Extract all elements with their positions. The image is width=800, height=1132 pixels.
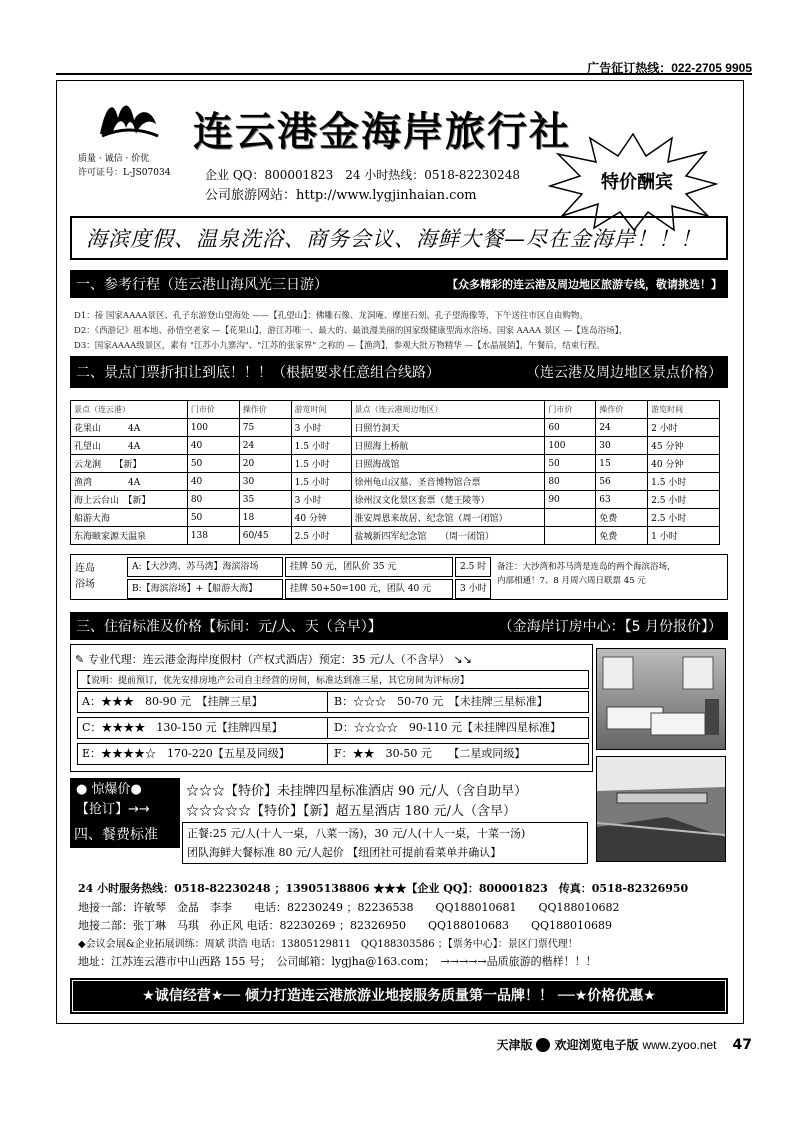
arrow-icon: ↘↘ bbox=[449, 653, 472, 666]
section-title: 三、住宿标准及价格【标间：元/人、天（含早）】 bbox=[76, 619, 382, 635]
department-1: 地接一部：许敏琴 金晶 李李 电话：82230249 ；82236538 QQ188010681 QQ188010682 bbox=[78, 901, 620, 914]
table-cell: 孔望山 4A bbox=[71, 437, 188, 455]
headline-banner bbox=[70, 216, 728, 260]
license-number: 许可证号：L-JS07034 bbox=[78, 168, 171, 178]
table-cell: 徐州汉文化景区套票（楚王陵等） bbox=[351, 491, 545, 509]
table-cell: 50 bbox=[187, 455, 239, 473]
lodging-note: 【说明：提前预订，优先安排房地产公司自主经营的房间，标准达到准三星，其它房间为评标房】 bbox=[77, 670, 589, 689]
table-cell: 东海颐家源天温泉 bbox=[71, 527, 188, 545]
beach-option-b-price: 挂牌 50+50=100 元，团队 40 元 bbox=[285, 579, 453, 599]
table-cell: 免费 bbox=[596, 509, 648, 527]
hotel-option: D：☆☆☆☆ 90-110 元【未挂牌四星标准】 bbox=[334, 721, 562, 734]
table-cell: 60 bbox=[545, 419, 596, 437]
hotel-option: E：★★★★☆ 170-220【五星及同级】 bbox=[78, 744, 328, 764]
agent-info: 专业代理：连云港金海岸度假村（产权式酒店）预定：35 元/人（不含早） bbox=[87, 653, 450, 666]
col-header: 景点（连云港） bbox=[71, 401, 188, 419]
table-cell: 100 bbox=[187, 419, 239, 437]
table-cell: 24 bbox=[596, 419, 648, 437]
beach-option-b: B:【海滨浴场】+【船游大海】 bbox=[127, 579, 283, 599]
bottom-banner-text: ★诚信经营★── 倾力打造连云港旅游业地接服务质量第一品牌！！ ──★价格优惠★ bbox=[73, 981, 725, 1011]
table-cell: 138 bbox=[187, 527, 239, 545]
section-subtitle: （金海岸订房中心：【5 月份报价】） bbox=[498, 619, 722, 635]
col-header: 操作价 bbox=[239, 401, 291, 419]
hotel-option: B：☆☆☆ 50-70 元 【未挂牌三星标准】 bbox=[334, 695, 548, 708]
deal-line: ☆☆☆☆☆【特价】【新】超五星酒店 180 元/人（含早） bbox=[186, 804, 516, 819]
table-cell: 90 bbox=[545, 491, 596, 509]
top-rule bbox=[56, 73, 752, 75]
table-cell: 80 bbox=[545, 473, 596, 491]
table-cell: 75 bbox=[239, 419, 291, 437]
edition-label: 天津版 bbox=[496, 1038, 533, 1052]
hotel-room-photo bbox=[596, 648, 726, 750]
table-cell: 35 bbox=[239, 491, 291, 509]
col-header: 操作价 bbox=[596, 401, 648, 419]
table-row bbox=[71, 473, 720, 491]
table-cell: 日照竹洞天 bbox=[351, 419, 545, 437]
table-cell bbox=[545, 509, 596, 527]
table-header-row bbox=[71, 401, 720, 419]
table-cell: 1.5 小时 bbox=[291, 455, 351, 473]
table-row bbox=[71, 419, 720, 437]
table-cell bbox=[545, 527, 596, 545]
section-title: 二、景点门票折扣让到底！！！（根据要求任意组合线路） bbox=[76, 365, 440, 381]
deal-label: 【抢订】→→ bbox=[76, 802, 150, 817]
company-slogan: 质量 · 诚信 · 价优 bbox=[78, 154, 150, 164]
col-header: 游览时间 bbox=[291, 401, 351, 419]
bed-icon bbox=[597, 649, 725, 749]
table-cell: 50 bbox=[545, 455, 596, 473]
table-cell: 63 bbox=[596, 491, 648, 509]
col-header: 门市价 bbox=[187, 401, 239, 419]
hotel-option: A：★★★ 80-90 元 【挂牌三星】 bbox=[78, 692, 328, 712]
hot-deal-label bbox=[70, 778, 180, 822]
table-cell: 80 bbox=[187, 491, 239, 509]
table-cell: 日照海战馆 bbox=[351, 455, 545, 473]
lianda-beach-box bbox=[70, 554, 728, 600]
table-cell: 渔湾 4A bbox=[71, 473, 188, 491]
table-cell: 18 bbox=[239, 509, 291, 527]
table-cell: 2 小时 bbox=[648, 419, 720, 437]
hotel-row bbox=[77, 691, 589, 713]
table-cell: 45 分钟 bbox=[648, 437, 720, 455]
page-number: 47 bbox=[732, 1036, 752, 1053]
table-cell: 2.5 小时 bbox=[648, 491, 720, 509]
table-cell: 3 小时 bbox=[291, 491, 351, 509]
hotel-option: F：★★ 30-50 元 【二星或同级】 bbox=[334, 747, 526, 760]
company-logo-icon bbox=[96, 94, 162, 140]
ad-hotline: 广告征订热线：022-2705 9905 bbox=[587, 61, 752, 75]
table-cell: 40 分钟 bbox=[648, 455, 720, 473]
table-cell: 1 小时 bbox=[648, 527, 720, 545]
table-cell: 徐州龟山汉墓、圣音博物馆合票 bbox=[351, 473, 545, 491]
section-dining-header: 四、餐费标准 bbox=[70, 822, 180, 848]
table-cell: 1.5 小时 bbox=[291, 437, 351, 455]
beach-option-a: A:【大沙湾、苏马湾】海滨浴场 bbox=[127, 557, 283, 577]
col-header: 游览时间 bbox=[648, 401, 720, 419]
table-cell: 40 bbox=[187, 437, 239, 455]
department-2: 地接二部：张丁琳 马琪 孙正风 电话：82230269 ；82326950 QQ188010683 QQ188010689 bbox=[78, 919, 613, 932]
table-cell: 60/45 bbox=[239, 527, 291, 545]
table-cell: 云龙涧 【新】 bbox=[71, 455, 188, 473]
beach-option-a-price: 挂牌 50 元，团队价 35 元 bbox=[285, 557, 453, 577]
section-itinerary-header bbox=[70, 270, 728, 298]
deal-line: ☆☆☆【特价】未挂牌四星标准酒店 90 元/人（含自助早） bbox=[186, 784, 528, 799]
itinerary-day-3: D3：国家AAAA级景区，素有 "江苏小九寨沟"、"江苏的张家界" 之称的 —【渔湾】，参观大批万物精华 —【水晶展销】，午餐后，结束行程。 bbox=[74, 341, 605, 351]
table-cell: 花果山 4A bbox=[71, 419, 188, 437]
table-cell: 40 分钟 bbox=[291, 509, 351, 527]
special-badge: 特价酬宾 bbox=[601, 172, 673, 193]
table-cell: 海上云台山 【新】 bbox=[71, 491, 188, 509]
company-website-link[interactable]: 公司旅游网站：http://www.lygjinhaian.com bbox=[205, 188, 477, 203]
beach-option-a-time: 2.5 时 bbox=[455, 557, 491, 577]
bottom-banner bbox=[70, 978, 728, 1014]
beach-note: 内部相通！7、8 月周六周日联票 45 元 bbox=[497, 576, 646, 586]
table-cell: 50 bbox=[187, 509, 239, 527]
table-row bbox=[71, 527, 720, 545]
table-cell: 2.5 小时 bbox=[291, 527, 351, 545]
beach-label: 连岛 bbox=[75, 563, 95, 574]
table-cell: 56 bbox=[596, 473, 648, 491]
section-subtitle: （连云港及周边地区景点价格） bbox=[526, 365, 722, 381]
beach-option-b-time: 3 小时 bbox=[455, 579, 491, 599]
dining-line: 团队海鲜大餐标准 80 元/人起价 【纽团社可提前看菜单并确认】 bbox=[187, 846, 502, 859]
table-row bbox=[71, 437, 720, 455]
table-cell: 1.5 小时 bbox=[648, 473, 720, 491]
ticket-price-table bbox=[70, 400, 720, 545]
col-header: 景点（连云港周边地区） bbox=[351, 401, 545, 419]
table-cell: 3 小时 bbox=[291, 419, 351, 437]
dining-line: 正餐:25 元/人(十人一桌，八菜一汤)，30 元/人(十人一桌，十菜一汤) bbox=[187, 827, 526, 840]
welcome-text: 欢迎浏览电子版 bbox=[554, 1038, 639, 1052]
table-cell: 30 bbox=[596, 437, 648, 455]
pier-icon bbox=[597, 757, 725, 861]
itinerary-day-1: D1：接 国家AAAA景区、孔子东游登山望海处 ——【孔望山】：佛雕石像、龙洞庵、摩崖石刻、孔子望海像等，下午送往市区自由购物。 bbox=[74, 311, 588, 321]
hotel-row bbox=[77, 743, 589, 765]
newspaper-icon bbox=[536, 1038, 550, 1052]
dining-box bbox=[182, 822, 588, 864]
hotel-row bbox=[77, 717, 589, 739]
table-cell: 淮安周恩来故居、纪念馆（周一闭馆） bbox=[351, 509, 545, 527]
table-cell: 日照海上桥航 bbox=[351, 437, 545, 455]
beach-note: 备注：大沙湾和苏马湾是连岛的两个海滨浴场， bbox=[497, 562, 676, 572]
deal-label: ● 惊爆价● bbox=[76, 782, 142, 797]
hotel-option: C：★★★★ 130-150 元【挂牌四星】 bbox=[78, 718, 328, 738]
table-cell: 100 bbox=[545, 437, 596, 455]
col-header: 门市价 bbox=[545, 401, 596, 419]
table-cell: 1.5 小时 bbox=[291, 473, 351, 491]
table-cell: 15 bbox=[596, 455, 648, 473]
itinerary-day-2: D2：《西游记》祖本地、孙悟空老家 —【花果山】，游江苏唯一、最大的、最浪漫美丽的国家级健康型海水浴场、国家 AAAA 景区 —【连岛浴场】， bbox=[74, 326, 628, 336]
table-row bbox=[71, 491, 720, 509]
table-cell: 20 bbox=[239, 455, 291, 473]
table-cell: 40 bbox=[187, 473, 239, 491]
table-row bbox=[71, 455, 720, 473]
section-tickets-header bbox=[70, 356, 728, 388]
lodging-box bbox=[70, 644, 593, 772]
table-cell: 船游大海 bbox=[71, 509, 188, 527]
page-footer bbox=[496, 1036, 752, 1053]
table-row bbox=[71, 509, 720, 527]
pencil-icon: ✎ bbox=[75, 653, 88, 666]
table-cell: 免费 bbox=[596, 527, 648, 545]
section-title: 一、参考行程（连云港山海风光三日游） bbox=[76, 277, 328, 293]
table-cell: 24 bbox=[239, 437, 291, 455]
seaside-resort-photo bbox=[596, 756, 726, 862]
headline-text: 海滨度假、温泉洗浴、商务会议、海鲜大餐—尽在金海岸！！！ bbox=[86, 227, 702, 251]
address-line: 地址：江苏连云港市中山西路 155 号； 公司邮箱：lygjha@163.com； →→→→→品质旅游的楷样！！！ bbox=[78, 955, 597, 968]
table-cell: 2.5 小时 bbox=[648, 509, 720, 527]
section-subtitle: 【众多精彩的连云港及周边地区旅游专线，敬请挑选！】 bbox=[447, 278, 722, 291]
contact-line: 企业 QQ：800001823 24 小时热线：0518-82230248 bbox=[205, 168, 520, 182]
beach-label: 浴场 bbox=[75, 579, 95, 590]
company-name: 连云港金海岸旅行社 bbox=[193, 109, 571, 155]
site-url-link[interactable]: www.zyoo.net bbox=[642, 1037, 717, 1052]
section-lodging-header bbox=[70, 612, 728, 640]
table-cell: 盐城新四军纪念馆 （周一闭馆） bbox=[351, 527, 545, 545]
service-hotline: 24 小时服务热线：0518-82230248 ；13905138806 ★★★【企业 QQ】：800001823 传真：0518-82326950 bbox=[78, 882, 689, 895]
table-cell: 30 bbox=[239, 473, 291, 491]
meeting-contact: ◆会议会展&企业拓展训练：周斌 洪浩 电话：13805129811 QQ188303586 ；【票务中心】：景区门票代理！ bbox=[78, 939, 578, 950]
